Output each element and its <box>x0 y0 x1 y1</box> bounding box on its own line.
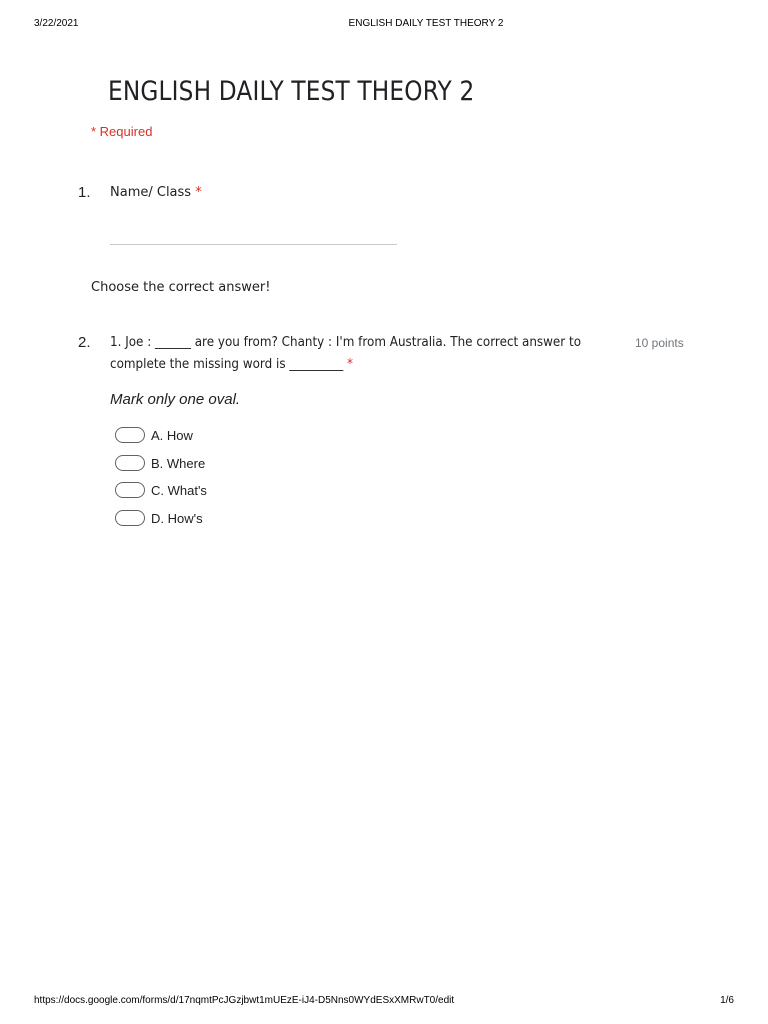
question-number: 1. <box>78 184 91 201</box>
print-page-number: 1/6 <box>720 995 734 1006</box>
question-text-line <box>110 354 570 376</box>
option-a[interactable] <box>115 427 193 443</box>
form-title: ENGLISH DAILY TEST THEORY 2 <box>108 76 475 107</box>
option-label: C. What's <box>151 482 207 498</box>
name-class-input[interactable] <box>110 244 397 245</box>
required-asterisk: * <box>195 185 202 200</box>
option-label: D. How's <box>151 510 203 526</box>
required-note: * Required <box>91 124 153 139</box>
print-date: 3/22/2021 <box>34 18 79 29</box>
option-label: A. How <box>151 427 193 443</box>
option-c[interactable] <box>115 482 207 498</box>
question-text-line: 1. Joe : ______ are you from? Chanty : I'm from Australia. The correct answer to <box>110 335 582 350</box>
required-asterisk: * <box>347 357 353 372</box>
print-header-title: ENGLISH DAILY TEST THEORY 2 <box>348 18 504 29</box>
radio-oval[interactable] <box>115 427 145 443</box>
radio-oval[interactable] <box>115 510 145 526</box>
question-text <box>110 182 202 204</box>
option-label: B. Where <box>151 455 206 471</box>
radio-oval[interactable] <box>115 455 145 471</box>
question-instruction: Mark only one oval. <box>110 391 241 408</box>
question-points: 10 points <box>635 336 684 350</box>
question-number: 2. <box>78 334 91 351</box>
question-text <box>110 332 610 376</box>
question-text-line2: complete the missing word is _________ <box>110 357 344 372</box>
section-description: Choose the correct answer! <box>91 280 271 295</box>
question-label: Name/ Class <box>110 185 192 200</box>
print-footer-url: https://docs.google.com/forms/d/17nqmtPcJGzjbwt1mUEzE-iJ4-D5Nns0WYdESxXMRwT0/edit <box>34 995 455 1006</box>
radio-oval[interactable] <box>115 482 145 498</box>
option-d[interactable] <box>115 510 203 526</box>
option-b[interactable] <box>115 455 205 471</box>
